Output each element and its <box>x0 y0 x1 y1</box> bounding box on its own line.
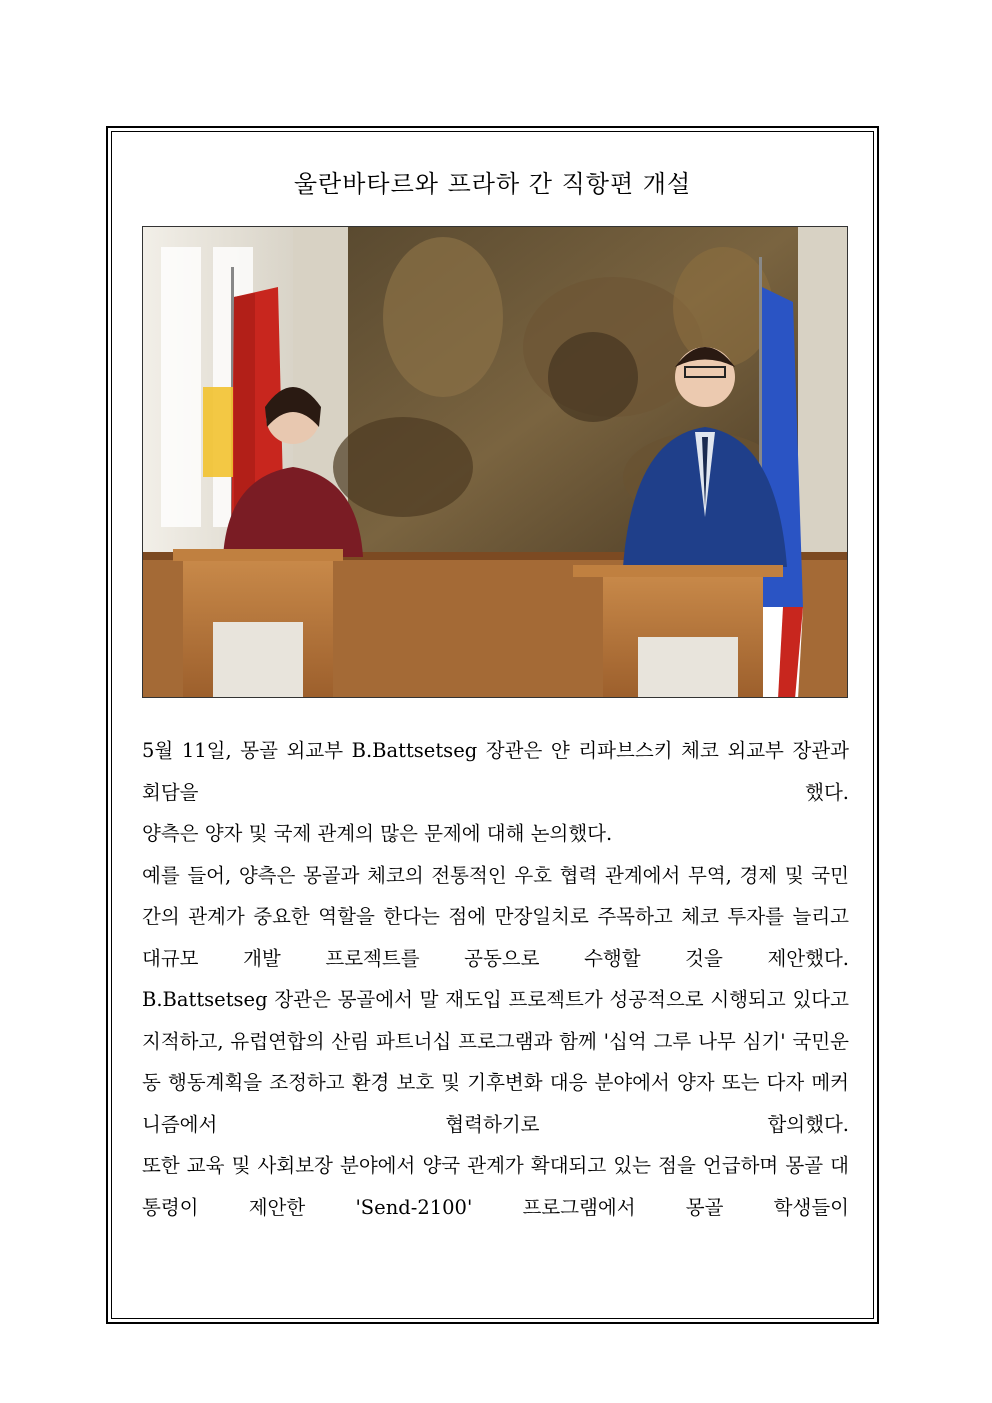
article-body <box>142 730 849 1228</box>
paragraph-3: 예를 들어, 양측은 몽골과 체코의 전통적인 우호 협력 관계에서 무역, 경제 및 국민 간의 관계가 중요한 역할을 한다는 점에 만장일치로 주목하고 체코 투자를 늘리고 대규모 개발 프로젝트를 공동으로 수행할 것을 제안했다. <box>142 863 849 970</box>
press-conference-photo <box>142 226 848 698</box>
paragraph-1: 5월 11일, 몽골 외교부 B.Battsetseg 장관은 얀 리파브스키 체코 외교부 장관과 회담을 했다. <box>142 739 849 804</box>
photo-illustration <box>143 227 848 698</box>
paragraph-5: 또한 교육 및 사회보장 분야에서 양국 관계가 확대되고 있는 점을 언급하며 몽골 대통령이 제안한 'Send-2100' 프로그램에서 몽골 학생들이 <box>142 1154 849 1219</box>
soyombo-icon <box>203 387 233 477</box>
paragraph-2: 양측은 양자 및 국제 관계의 많은 문제에 대해 논의했다. <box>142 822 613 845</box>
paragraph-4: B.Battsetseg 장관은 몽골에서 말 재도입 프로젝트가 성공적으로 시행되고 있다고 지적하고, 유럽연합의 산림 파트너십 프로그램과 함께 '십억 그루 나무 심기' 국민운동 행동계획을 조정하고 환경 보호 및 기후변화 대응 분야에서 양자 또는 다자 메커니즘에서 협력하기로 합의했다. <box>142 988 849 1136</box>
article-title: 울란바타르와 프라하 간 직항편 개설 <box>293 170 692 198</box>
